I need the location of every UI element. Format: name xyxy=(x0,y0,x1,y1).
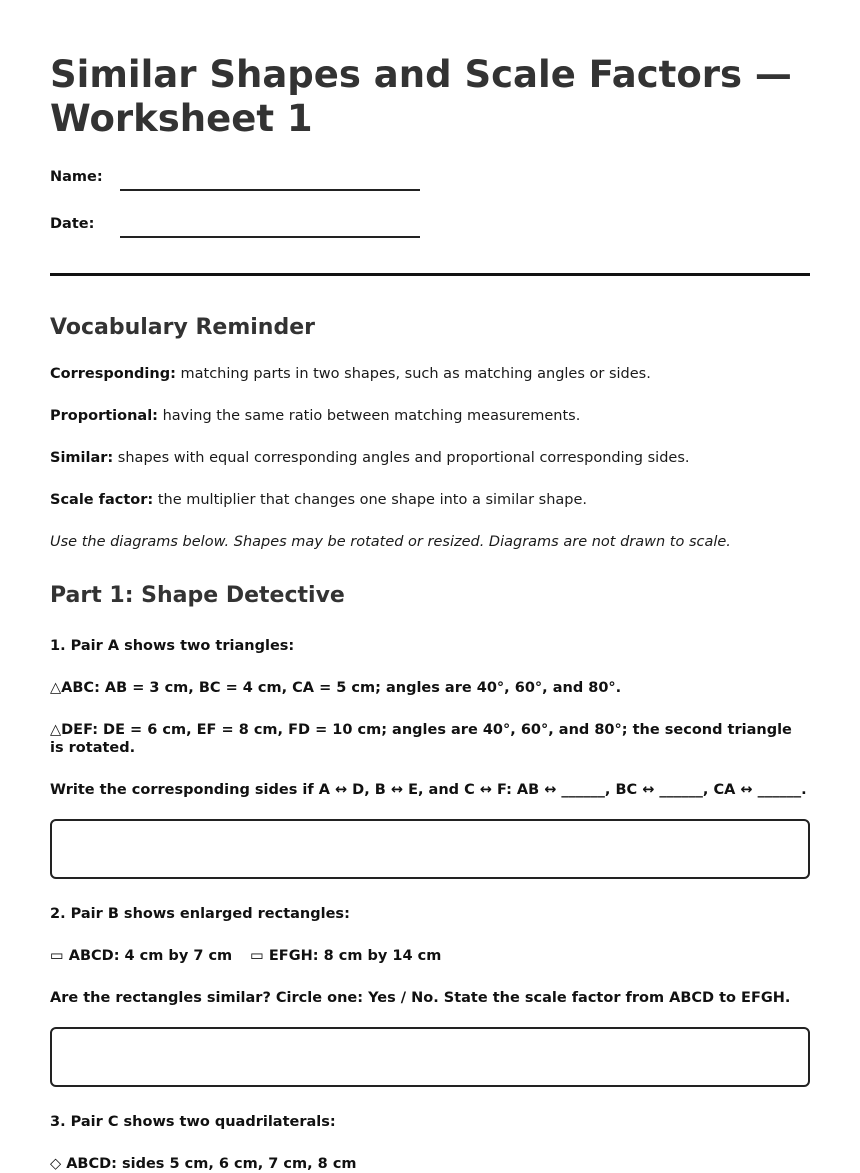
q3-quadrilateral-abcd: ◇ ABCD: sides 5 cm, 6 cm, 7 cm, 8 cm xyxy=(50,1156,357,1172)
name-label: Name: xyxy=(50,169,103,185)
vocab-definition: matching parts in two shapes, such as matching angles or sides. xyxy=(175,366,651,382)
vocab-definition: having the same ratio between matching measurements. xyxy=(157,408,581,424)
vocab-definition: shapes with equal corresponding angles and proportional corresponding sides. xyxy=(113,450,690,466)
q1-prompt: 1. Pair A shows two triangles: xyxy=(50,638,295,654)
q1-instruction: Write the corresponding sides if A ↔ D, B ↔ E, and C ↔ F: AB ↔ ______, BC ↔ ______, CA ↔ ______. xyxy=(50,782,807,798)
q2-prompt: 2. Pair B shows enlarged rectangles: xyxy=(50,906,350,922)
q2-instruction: Are the rectangles similar? Circle one: Yes / No. State the scale factor from ABCD to EFGH. xyxy=(50,990,791,1006)
vocab-term: Scale factor: xyxy=(50,492,154,508)
q2-rect-abcd: ▭ ABCD: 4 cm by 7 cm xyxy=(50,948,233,964)
q1-triangle-abc: △ABC: AB = 3 cm, BC = 4 cm, CA = 5 cm; angles are 40°, 60°, and 80°. xyxy=(50,680,622,696)
part1-heading: Part 1: Shape Detective xyxy=(50,583,345,608)
vocab-term: Proportional: xyxy=(50,408,158,424)
q2-answer-box[interactable] xyxy=(50,1027,810,1087)
vocabulary-heading: Vocabulary Reminder xyxy=(50,315,315,340)
date-label: Date: xyxy=(50,216,95,232)
name-blank-line[interactable] xyxy=(120,167,420,191)
q3-prompt: 3. Pair C shows two quadrilaterals: xyxy=(50,1114,336,1130)
vocab-item-similar xyxy=(50,449,810,467)
vocab-item-corresponding xyxy=(50,365,810,383)
q2-rect-efgh: ▭ EFGH: 8 cm by 14 cm xyxy=(250,948,442,964)
date-blank-line[interactable] xyxy=(120,214,420,238)
section-divider xyxy=(50,273,810,276)
vocab-definition: the multiplier that changes one shape into a similar shape. xyxy=(153,492,588,508)
vocab-term: Similar: xyxy=(50,450,114,466)
vocab-item-scale-factor xyxy=(50,491,810,509)
diagram-note: Use the diagrams below. Shapes may be rotated or resized. Diagrams are not drawn to scale. xyxy=(50,534,731,550)
q2-rectangles xyxy=(50,947,810,965)
q1-triangle-def: △DEF: DE = 6 cm, EF = 8 cm, FD = 10 cm; angles are 40°, 60°, and 80°; the second triangle is rotated. xyxy=(50,722,792,756)
name-field-row xyxy=(50,167,810,191)
q1-answer-box[interactable] xyxy=(50,819,810,879)
page-title: Similar Shapes and Scale Factors — Worksheet 1 xyxy=(50,53,792,140)
date-field-row xyxy=(50,214,810,238)
vocab-term: Corresponding: xyxy=(50,366,176,382)
vocab-item-proportional xyxy=(50,407,810,425)
